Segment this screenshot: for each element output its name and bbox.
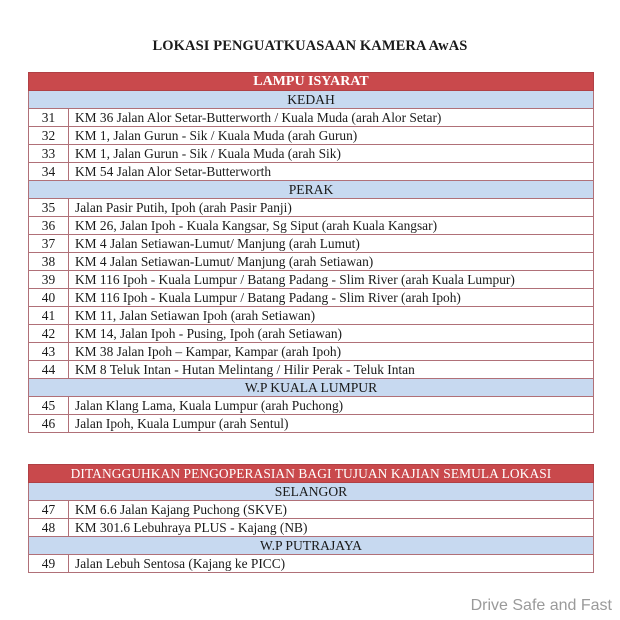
row-location: KM 14, Jalan Ipoh - Pusing, Ipoh (arah Setiawan) [69,325,594,343]
row-number: 35 [29,199,69,217]
row-number: 37 [29,235,69,253]
row-number: 34 [29,163,69,181]
state-row-wp-kuala-lumpur [29,379,594,397]
row-location: KM 4 Jalan Setiawan-Lumut/ Manjung (arah Lumut) [69,235,594,253]
table-row [29,271,594,289]
table-row [29,217,594,235]
row-number: 48 [29,519,69,537]
state-label: W.P KUALA LUMPUR [29,379,594,397]
row-location: KM 116 Ipoh - Kuala Lumpur / Batang Padang - Slim River (arah Kuala Lumpur) [69,271,594,289]
table-row [29,163,594,181]
row-location: KM 54 Jalan Alor Setar-Butterworth [69,163,594,181]
row-number: 40 [29,289,69,307]
row-number: 47 [29,501,69,519]
row-number: 45 [29,397,69,415]
row-location: KM 11, Jalan Setiawan Ipoh (arah Setiawan) [69,307,594,325]
row-location: KM 38 Jalan Ipoh – Kampar, Kampar (arah Ipoh) [69,343,594,361]
table-row [29,127,594,145]
table-row [29,343,594,361]
table-row [29,555,594,573]
row-number: 41 [29,307,69,325]
state-label: KEDAH [29,91,594,109]
row-number: 38 [29,253,69,271]
table-row [29,397,594,415]
table-row [29,415,594,433]
table-row [29,519,594,537]
document-title: LOKASI PENGUATKUASAAN KAMERA AwAS [152,38,468,54]
table-row [29,199,594,217]
section-header-ditangguhkan: DITANGGUHKAN PENGOPERASIAN BAGI TUJUAN KAJIAN SEMULA LOKASI [29,465,594,483]
row-location: KM 301.6 Lebuhraya PLUS - Kajang (NB) [69,519,594,537]
section-header-row [29,73,594,91]
table-row [29,109,594,127]
row-number: 42 [29,325,69,343]
table-row [29,501,594,519]
row-location: Jalan Lebuh Sentosa (Kajang ke PICC) [69,555,594,573]
state-label: SELANGOR [29,483,594,501]
row-number: 36 [29,217,69,235]
table-row [29,325,594,343]
row-number: 33 [29,145,69,163]
watermark-text: Drive Safe and Fast [470,597,612,614]
state-row-selangor [29,483,594,501]
section-header-lampu-isyarat: LAMPU ISYARAT [29,73,594,91]
row-location: KM 1, Jalan Gurun - Sik / Kuala Muda (arah Gurun) [69,127,594,145]
table-row [29,235,594,253]
row-location: KM 4 Jalan Setiawan-Lumut/ Manjung (arah Setiawan) [69,253,594,271]
row-number: 49 [29,555,69,573]
row-location: Jalan Klang Lama, Kuala Lumpur (arah Puchong) [69,397,594,415]
row-number: 32 [29,127,69,145]
suspended-camera-table [28,464,594,573]
state-label: W.P PUTRAJAYA [29,537,594,555]
state-row-perak [29,181,594,199]
row-location: KM 6.6 Jalan Kajang Puchong (SKVE) [69,501,594,519]
row-location: KM 26, Jalan Ipoh - Kuala Kangsar, Sg Siput (arah Kuala Kangsar) [69,217,594,235]
table-row [29,289,594,307]
row-location: KM 116 Ipoh - Kuala Lumpur / Batang Padang - Slim River (arah Ipoh) [69,289,594,307]
row-location: KM 36 Jalan Alor Setar-Butterworth / Kuala Muda (arah Alor Setar) [69,109,594,127]
row-number: 31 [29,109,69,127]
state-row-kedah [29,91,594,109]
row-location: Jalan Pasir Putih, Ipoh (arah Pasir Panji) [69,199,594,217]
state-row-wp-putrajaya [29,537,594,555]
row-location: Jalan Ipoh, Kuala Lumpur (arah Sentul) [69,415,594,433]
table-row [29,361,594,379]
section-header-row [29,465,594,483]
row-location: KM 8 Teluk Intan - Hutan Melintang / Hilir Perak - Teluk Intan [69,361,594,379]
table-row [29,253,594,271]
row-number: 43 [29,343,69,361]
table-row [29,145,594,163]
row-number: 39 [29,271,69,289]
traffic-light-camera-table [28,72,594,433]
state-label: PERAK [29,181,594,199]
row-number: 44 [29,361,69,379]
row-number: 46 [29,415,69,433]
table-row [29,307,594,325]
row-location: KM 1, Jalan Gurun - Sik / Kuala Muda (arah Sik) [69,145,594,163]
